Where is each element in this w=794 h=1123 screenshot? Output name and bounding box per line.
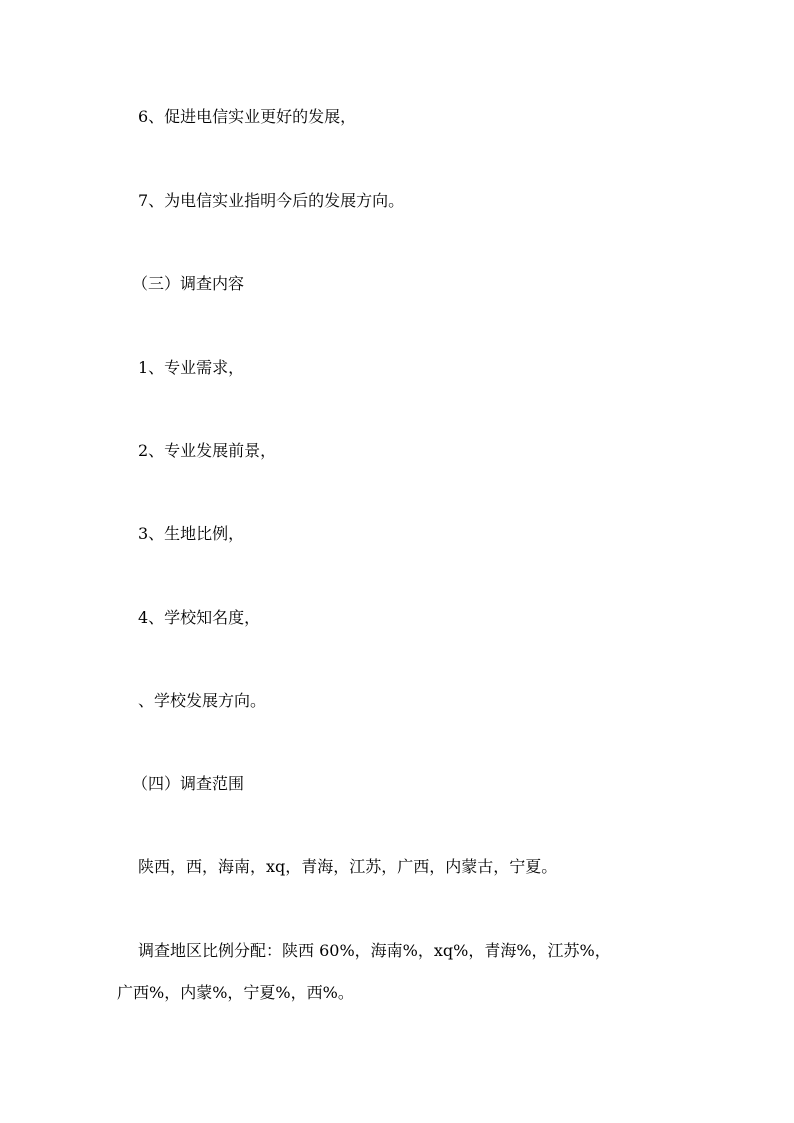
paragraph-allocation-line-1: 调查地区比例分配：陕西 60%，海南%，xq%，青海%，江苏%， xyxy=(138,941,611,960)
section-heading-survey-content: （三）调查内容 xyxy=(132,274,245,293)
list-item-6: 6、促进电信实业更好的发展， xyxy=(138,107,357,126)
list-item-7: 7、为电信实业指明今后的发展方向。 xyxy=(138,191,405,210)
list-item-5: 、学校发展方向。 xyxy=(138,691,267,710)
list-item-4: 4、学校知名度， xyxy=(138,608,261,627)
paragraph-allocation-line-2: 广西%，内蒙%，宁夏%，西%。 xyxy=(117,983,354,1002)
list-item-3: 3、生地比例， xyxy=(138,524,245,543)
paragraph-regions: 陕西，西，海南，xq，青海，江苏，广西，内蒙古，宁夏。 xyxy=(138,857,558,876)
list-item-2: 2、专业发展前景， xyxy=(138,441,277,460)
list-item-1: 1、专业需求， xyxy=(138,358,245,377)
section-heading-survey-scope: （四）调查范围 xyxy=(132,774,245,793)
